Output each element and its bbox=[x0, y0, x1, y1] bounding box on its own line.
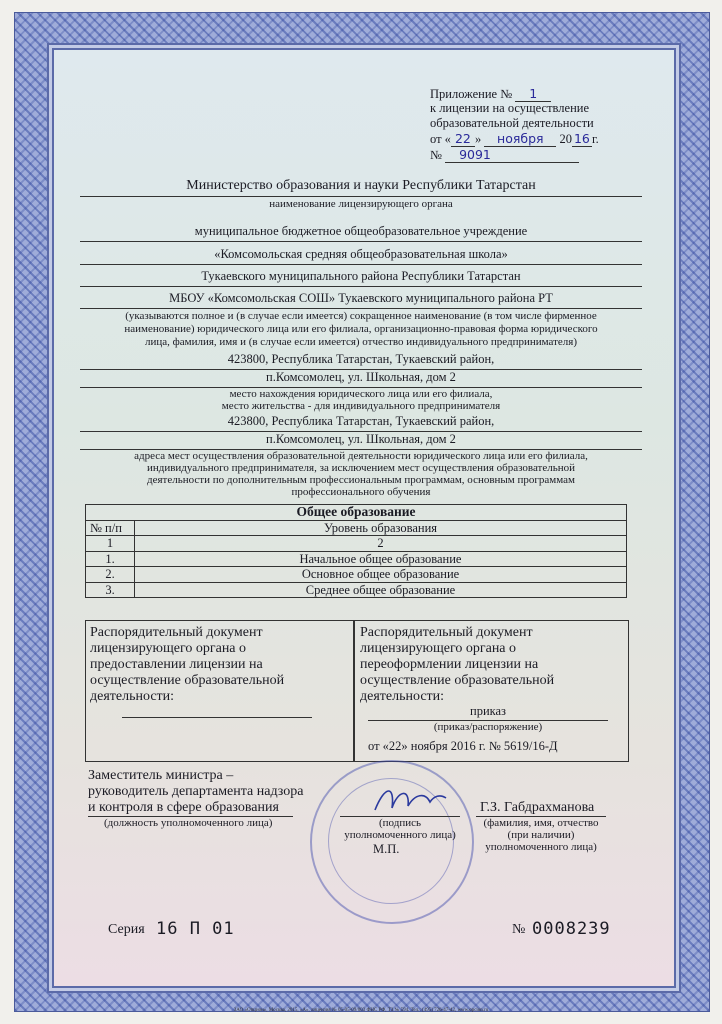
column-header-number: № п/п bbox=[86, 520, 135, 536]
activity-address-line-2: п.Комсомолец, ул. Школьная, дом 2 bbox=[266, 432, 456, 446]
org-caption-1: (указываются полное и (в случае если имеется) сокращенное наименование (в том числе фирменное bbox=[125, 310, 597, 322]
org-short-name: МБОУ «Комсомольская СОШ» Тукаевского муниципального района РТ bbox=[169, 291, 553, 305]
series-value: 16 П 01 bbox=[156, 919, 235, 939]
activity-caption-1: адреса мест осуществления образовательной деятельности юридического лица или его филиала, bbox=[134, 450, 588, 462]
education-table-title: Общее образование bbox=[86, 505, 627, 521]
org-name: «Комсомольская средняя общеобразовательная школа» bbox=[214, 247, 508, 261]
table-row: 1. Начальное общее образование bbox=[86, 551, 627, 567]
signature-caption-2: уполномоченного лица) bbox=[344, 829, 456, 841]
grant-decision-box: Распорядительный документ лицензирующего органа о предоставлении лицензии на осуществление образовательной деятельности: bbox=[85, 620, 355, 762]
authority-caption: наименование лицензирующего органа bbox=[269, 198, 453, 210]
signer-name: Г.З. Габдрахманова bbox=[480, 800, 595, 815]
activity-address-line-1: 423800, Республика Татарстан, Тукаевский район, bbox=[227, 414, 495, 428]
signer-caption-3: уполномоченного лица) bbox=[485, 841, 597, 853]
org-type: муниципальное бюджетное общеобразовательное учреждение bbox=[194, 224, 528, 238]
org-caption-2: наименование) юридического лица или его филиала, организационно-правовая форма юридического bbox=[124, 323, 598, 335]
printer-footer: ЗАО «Опцион», Москва, 2015, «А», лицензия № 05-05-09/003 ФНС РФ, ТЗ № 594. Тел.: (495) 726-47-42, www.opcion.ru bbox=[233, 1008, 489, 1013]
appendix-line3: образовательной деятельности bbox=[430, 116, 594, 130]
table-row: 2. Основное общее образование bbox=[86, 567, 627, 583]
order-date: от «22» ноября 2016 г. № 5619/16-Д bbox=[368, 739, 558, 753]
series-label: Серия bbox=[108, 922, 145, 937]
position-line-1: Заместитель министра – bbox=[88, 768, 234, 783]
appendix-line2: к лицензии на осуществление bbox=[430, 101, 589, 115]
org-region: Тукаевского муниципального района Республики Татарстан bbox=[201, 269, 521, 283]
stamp-place-mp: М.П. bbox=[373, 842, 400, 856]
appendix-label: Приложение № 1 bbox=[430, 86, 551, 102]
reissue-decision-box: Распорядительный документ лицензирующего органа о переоформлении лицензии на осуществление образовательной деятельности: приказ (приказ/распоряжение) от «22» ноября 2016 г. № 5619/16-Д bbox=[353, 620, 629, 762]
education-table bbox=[85, 504, 627, 598]
activity-caption-2: индивидуального предпринимателя, за исключением мест осуществления образовательной bbox=[146, 462, 576, 474]
address-caption-1: место нахождения юридического лица или его филиала, bbox=[229, 388, 493, 400]
signature-mark bbox=[370, 780, 450, 820]
column-header-level: Уровень образования bbox=[135, 520, 627, 536]
appendix-number: 1 bbox=[515, 86, 551, 102]
signer-caption-1: (фамилия, имя, отчество bbox=[483, 817, 599, 829]
activity-caption-3: деятельности по дополнительным профессиональным программам, основным программам bbox=[147, 474, 575, 486]
number-label: № bbox=[512, 922, 526, 937]
authority-name: Министерство образования и науки Республики Татарстан bbox=[186, 178, 536, 193]
position-line-2: руководитель департамента надзора bbox=[88, 784, 304, 799]
form-number: 0008239 bbox=[532, 919, 611, 939]
order-type: приказ bbox=[470, 704, 506, 718]
appendix-date: от « 22 » ноября 20 16 г. bbox=[430, 131, 599, 146]
activity-caption-4: профессионального обучения bbox=[291, 486, 431, 498]
position-caption: (должность уполномоченного лица) bbox=[104, 817, 273, 829]
order-caption: (приказ/распоряжение) bbox=[433, 721, 543, 733]
signature-caption-1: (подпись bbox=[378, 817, 421, 829]
position-line-3: и контроля в сфере образования bbox=[88, 800, 279, 815]
table-row: 1 2 bbox=[86, 536, 627, 552]
signer-caption-2: (при наличии) bbox=[507, 829, 575, 841]
appendix-license-number: № 9091 bbox=[430, 147, 579, 163]
address-line-1: 423800, Республика Татарстан, Тукаевский район, bbox=[227, 352, 495, 366]
address-line-2: п.Комсомолец, ул. Школьная, дом 2 bbox=[266, 370, 456, 384]
address-caption-2: место жительства - для индивидуального предпринимателя bbox=[221, 400, 501, 412]
table-row: 3. Среднее общее образование bbox=[86, 582, 627, 598]
org-caption-3: лица, фамилия, имя и (в случае если имеется) отчество индивидуального предпринимателя) bbox=[144, 336, 578, 348]
